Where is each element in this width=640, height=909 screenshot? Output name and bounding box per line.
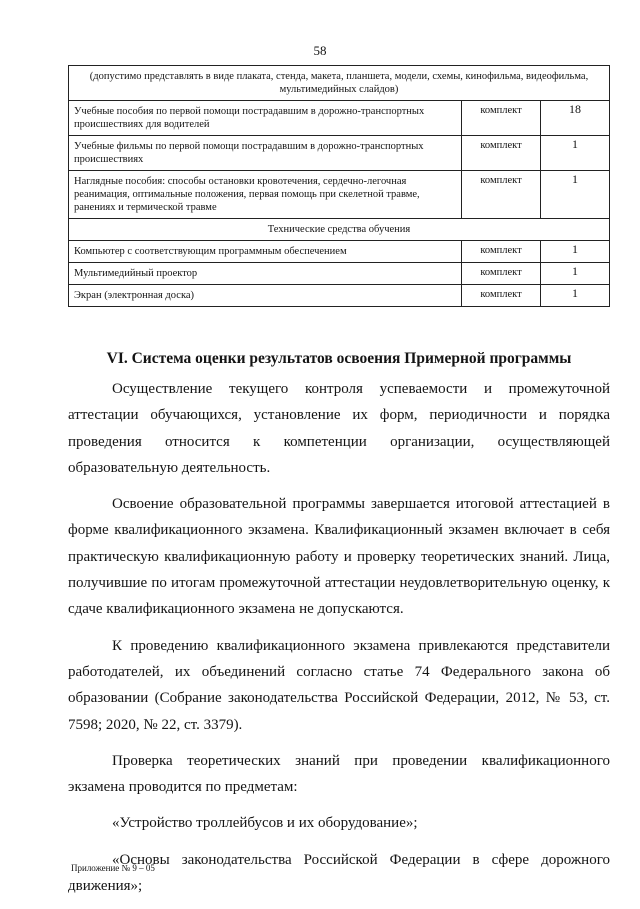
paragraph: «Устройство троллейбусов и их оборудование»; — [112, 815, 418, 832]
paragraph: К проведению квалификационного экзамена привлекаются представители работодателей, их объединений согласно статье 74 Федерального закона об образовании (Собрание законодательства Российской Федерации, 2012, № 53, ст. 7598; 2020, № 22, ст. 3379). — [68, 637, 610, 733]
table-row — [69, 136, 610, 171]
table-section-label: Технические средства обучения — [69, 219, 610, 241]
item-name: Компьютер с соответствующим программным обеспечением — [69, 241, 462, 263]
equipment-table — [68, 65, 610, 307]
item-unit: комплект — [462, 136, 541, 171]
item-qty: 1 — [541, 136, 610, 171]
paragraph: Освоение образовательной программы завершается итоговой аттестацией в форме квалификационного экзамена. Квалификационный экзамен включает в себя практическую квалификационную работу и проверку теоретических знаний. Лица, получившие по итогам промежуточной аттестации неудовлетворительную оценку, к сдаче квалификационного экзамена не допускаются. — [68, 496, 610, 618]
item-unit: комплект — [462, 171, 541, 219]
item-name: Мультимедийный проектор — [69, 263, 462, 285]
item-qty: 1 — [541, 241, 610, 263]
item-name: Учебные фильмы по первой помощи пострадавшим в дорожно-транспортных происшествиях — [69, 136, 462, 171]
item-qty: 1 — [541, 263, 610, 285]
item-name: Наглядные пособия: способы остановки кровотечения, сердечно-легочная реанимация, оптимальные положения, первая помощь при скелетной травме, ранениях и термической травме — [69, 171, 462, 219]
item-unit: комплект — [462, 241, 541, 263]
section-title: VI. Система оценки результатов освоения Примерной программы — [106, 350, 572, 367]
item-name: Учебные пособия по первой помощи пострадавшим в дорожно-транспортных происшествиях для водителей — [69, 101, 462, 136]
table-row — [69, 263, 610, 285]
item-unit: комплект — [462, 285, 541, 307]
item-qty: 1 — [541, 171, 610, 219]
paragraph: Осуществление текущего контроля успеваемости и промежуточной аттестации обучающихся, установление их форм, периодичности и порядка проведения относится к компетенции организации, осуществляющей образовательную деятельность. — [68, 381, 610, 476]
table-section-row — [69, 219, 610, 241]
body-text — [68, 376, 610, 909]
paragraph: «Основы законодательства Российской Федерации в сфере дорожного движения»; — [68, 851, 610, 895]
page-number: 58 — [313, 43, 327, 58]
table-row — [69, 171, 610, 219]
item-name: Экран (электронная доска) — [69, 285, 462, 307]
item-unit: комплект — [462, 101, 541, 136]
item-qty: 18 — [541, 101, 610, 136]
table-row — [69, 241, 610, 263]
table-note-row — [69, 66, 610, 101]
item-qty: 1 — [541, 285, 610, 307]
footer-note: Приложение № 9 – 05 — [71, 863, 155, 873]
paragraph: Проверка теоретических знаний при проведении квалификационного экзамена проводится по предметам: — [68, 752, 610, 796]
table-row — [69, 101, 610, 136]
table-row — [69, 285, 610, 307]
table-note: (допустимо представлять в виде плаката, стенда, макета, планшета, модели, схемы, кинофильма, видеофильма, мультимедийных слайдов) — [69, 66, 610, 101]
item-unit: комплект — [462, 263, 541, 285]
